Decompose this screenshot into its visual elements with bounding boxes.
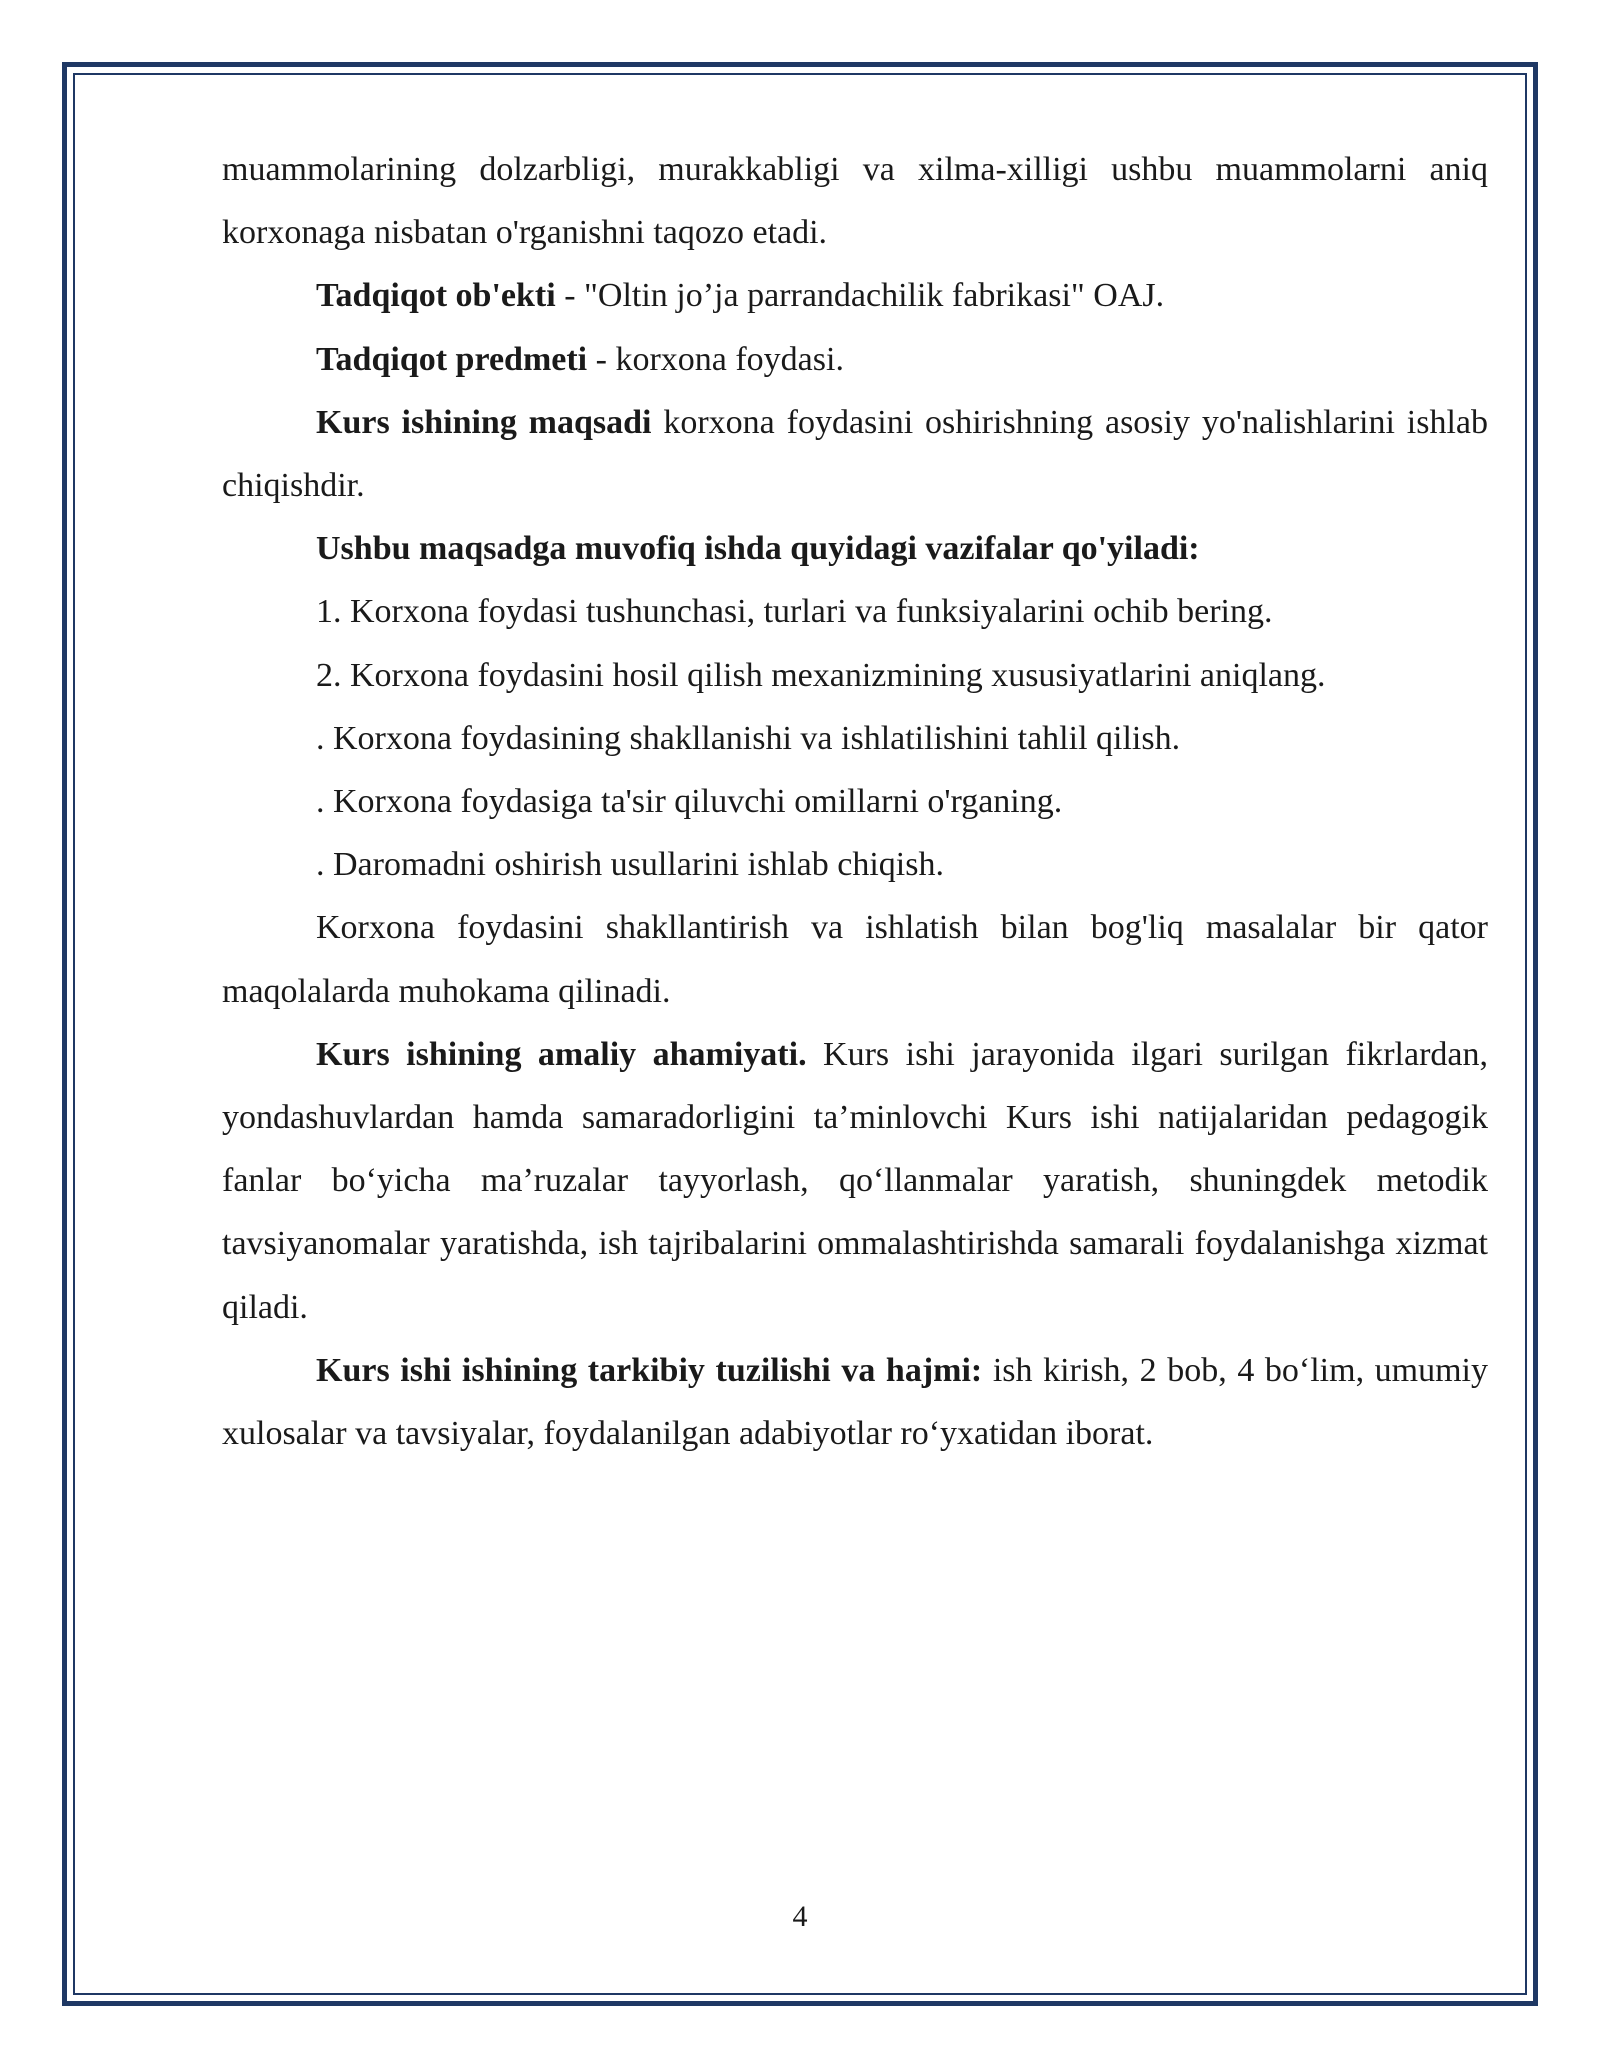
page-number: 4 [792, 1900, 808, 1933]
paragraph-heading: Kurs ishining maqsadi [316, 403, 652, 441]
paragraph-research-subject [222, 328, 1488, 391]
paragraph-literature [222, 896, 1488, 1022]
paragraph-heading: Kurs ishining amaliy ahamiyati. [316, 1035, 807, 1073]
paragraph-research-object [222, 264, 1488, 327]
paragraph-heading: Ushbu maqsadga muvofiq ishda quyidagi vazifalar qo'yiladi: [316, 530, 1200, 568]
list-item [222, 580, 1488, 643]
list-item-text: 1. Korxona foydasi tushunchasi, turlari va funksiyalarini ochib bering. [316, 593, 1273, 631]
list-item [222, 644, 1488, 707]
paragraph-text: Kurs ishi jarayonida ilgari surilgan fikrlardan, yondashuvlardan hamda samaradorligini ta’minlovchi Kurs ishi natijalaridan pedagogik fanlar bo‘yicha ma’ruzalar tayyorlash, qo‘llanmalar yaratish, shuningdek metodik tavsiyanomalar yaratishda, ish tajribalarini ommalashtirishda samarali foydalanishga xizmat qiladi. [222, 1035, 1488, 1326]
list-item-text: . Korxona foydasining shakllanishi va ishlatilishini tahlil qilish. [316, 719, 1181, 757]
paragraph-heading: Kurs ishi ishining tarkibiy tuzilishi va hajmi: [316, 1351, 983, 1389]
paragraph-structure [222, 1339, 1488, 1465]
paragraph-tasks-heading [222, 517, 1488, 580]
paragraph-goal [222, 391, 1488, 517]
list-item [222, 833, 1488, 896]
paragraph-practical-significance [222, 1023, 1488, 1339]
list-item-text: 2. Korxona foydasini hosil qilish mexanizmining xususiyatlarini aniqlang. [316, 656, 1326, 694]
paragraph-heading: Tadqiqot predmeti [316, 340, 588, 378]
list-item [222, 770, 1488, 833]
list-item-text: . Daromadni oshirish usullarini ishlab chiqish. [316, 846, 944, 884]
page-body [222, 138, 1488, 1465]
list-item [222, 707, 1488, 770]
paragraph-text: muammolarining dolzarbligi, murakkabligi va xilma-xilligi ushbu muammolarni aniq korxonaga nisbatan o'rganishni taqozo etadi. [222, 151, 1488, 252]
list-item-text: . Korxona foydasiga ta'sir qiluvchi omillarni o'rganing. [316, 783, 1063, 821]
paragraph-text: - korxona foydasi. [587, 340, 844, 378]
paragraph-heading: Tadqiqot ob'ekti [316, 277, 556, 315]
paragraph-text: korxona foydasini oshirishning asosiy yo'nalishlarini ishlab chiqishdir. [222, 403, 1488, 505]
paragraph-text: Korxona foydasini shakllantirish va ishlatish bilan bog'liq masalalar bir qator maqolalarda muhokama qilinadi. [222, 909, 1488, 1010]
paragraph-text: ish kirish, 2 bob, 4 bo‘lim, umumiy xulosalar va tavsiyalar, foydalanilgan adabiyotlar ro‘yxatidan iborat. [222, 1351, 1489, 1453]
paragraph-text: - "Oltin jo’ja parrandachilik fabrikasi" OAJ. [555, 277, 1165, 315]
paragraph-continuation [222, 138, 1488, 264]
